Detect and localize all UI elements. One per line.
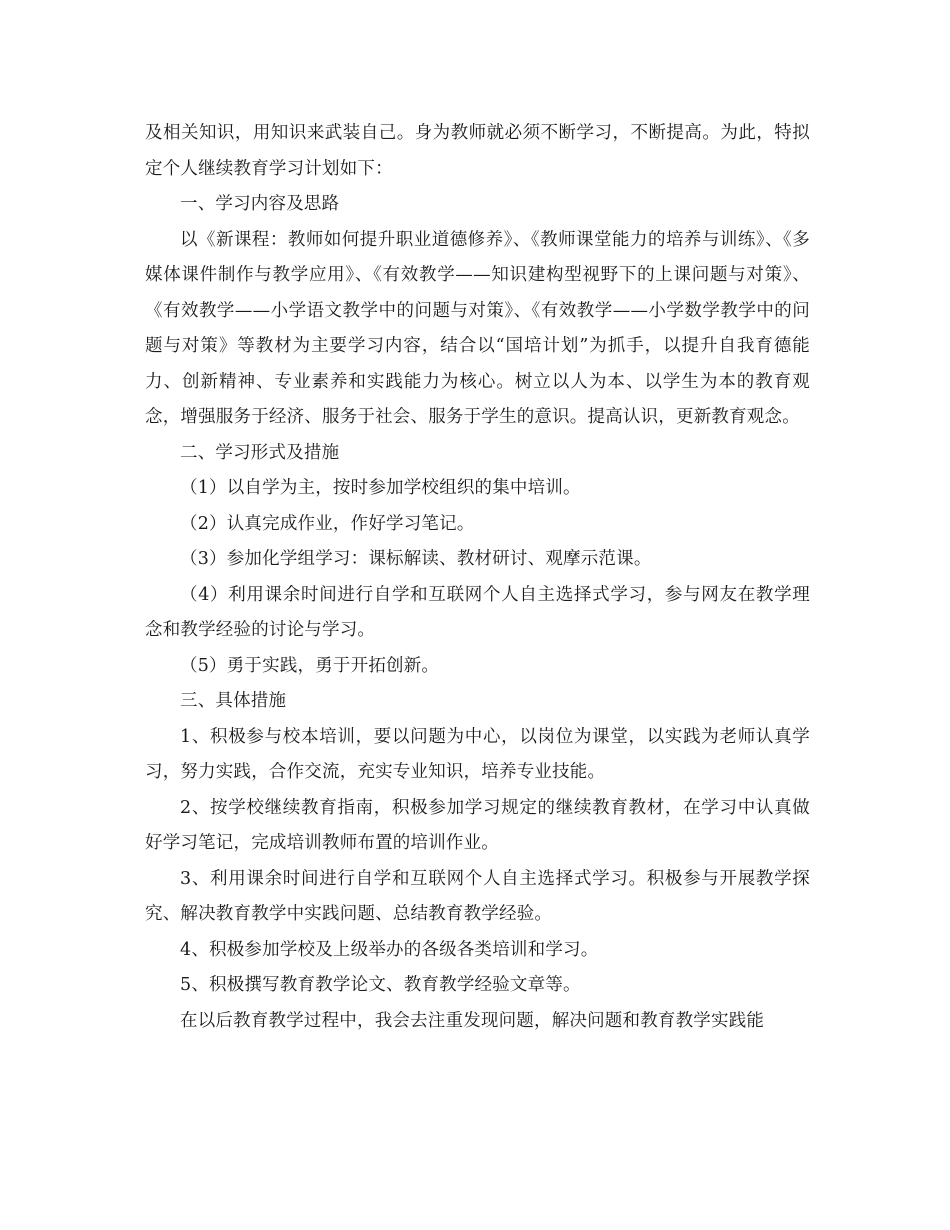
section-heading-content: 一、学习内容及思路 [180, 194, 340, 214]
section-heading-forms: 二、学习形式及措施 [180, 442, 340, 463]
list-item-forms-5: （5）勇于实践，勇于开拓创新。 [180, 655, 440, 676]
list-item-measures-1: 1、积极参与校本培训，要以问题为中心，以岗位为课堂，以实践为老师认真学习，努力实践，合作交流，充实专业知识，培养专业技能。 [145, 726, 810, 782]
section-heading-measures: 三、具体措施 [180, 691, 287, 711]
paragraph-content: 以《新课程：教师如何提升职业道德修养》、《教师课堂能力的培养与训练》、《多媒体课件制作与教学应用》、《有效教学——知识建构型视野下的上课问题与对策》、《有效教学——小学语文教学中的问题与对策》、《有效教学——小学数学教学中的问题与对策》等教材为主要学习内容，结合以“国培计划”为抓手，以提升自我育德能力、创新精神、专业素养和实践能力为核心。树立以人为本、以学生为本的教育观念，增强服务于经济、服务于社会、服务于学生的意识。提高认识，更新教育观念。 [145, 229, 810, 427]
paragraph-closing: 在以后教育教学过程中，我会去注重发现问题，解决问题和教育教学实践能 [180, 1010, 765, 1031]
list-item-forms-2: （2）认真完成作业，作好学习笔记。 [180, 513, 475, 534]
list-item-forms-4: （4）利用课余时间进行自学和互联网个人自主选择式学习，参与网友在教学理念和教学经验的讨论与学习。 [145, 584, 810, 640]
list-item-measures-2: 2、按学校继续教育指南，积极参加学习规定的继续教育教材，在学习中认真做好学习笔记，完成培训教师布置的培训作业。 [145, 797, 810, 853]
list-item-measures-4: 4、积极参加学校及上级举办的各级各类培训和学习。 [180, 939, 599, 960]
list-item-forms-1: （1）以自学为主，按时参加学校组织的集中培训。 [180, 478, 581, 498]
list-item-measures-3: 3、利用课余时间进行自学和互联网个人自主选择式学习。积极参与开展教学探究、解决教育教学中实践问题、总结教育教学经验。 [145, 868, 810, 924]
list-item-measures-5: 5、积极撰写教育教学论文、教育教学经验文章等。 [180, 975, 581, 995]
document-body [145, 116, 810, 1039]
list-item-forms-3: （3）参加化学组学习：课标解读、教材研讨、观摩示范课。 [180, 549, 652, 569]
paragraph-intro: 及相关知识，用知识来武装自己。身为教师就必须不断学习，不断提高。为此，特拟定个人继续教育学习计划如下： [145, 123, 810, 179]
